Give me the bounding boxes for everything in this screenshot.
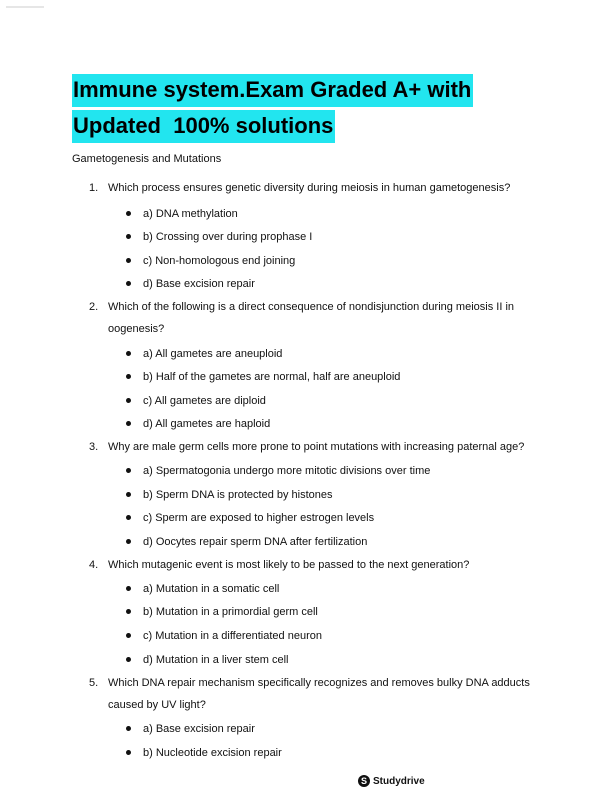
option-text: d) All gametes are haploid	[143, 418, 271, 430]
option-text: b) Nucleotide excision repair	[143, 747, 282, 759]
question-text: Which DNA repair mechanism specifically recognizes and removes bulky DNA adducts caused by UV light?	[108, 677, 530, 711]
question-text: Which of the following is a direct consequence of nondisjunction during meiosis II in oogenesis?	[108, 301, 515, 335]
option-text: c) All gametes are diploid	[143, 395, 266, 407]
bullet-icon	[126, 234, 131, 239]
option-text: c) Non-homologous end joining	[143, 255, 296, 267]
studydrive-logo-icon: S	[358, 775, 370, 787]
bullet-icon	[126, 492, 131, 497]
question-text: Which process ensures genetic diversity during meiosis in human gametogenesis?	[108, 182, 511, 194]
bullet-icon	[126, 633, 131, 638]
studydrive-logo	[358, 775, 425, 787]
option-text: a) Base excision repair	[143, 723, 255, 735]
option-text: a) Spermatogonia undergo more mitotic divisions over time	[143, 465, 431, 477]
bullet-icon	[126, 515, 131, 520]
question-text: Why are male germ cells more prone to point mutations with increasing paternal age?	[108, 441, 525, 453]
bullet-icon	[126, 211, 131, 216]
bullet-icon	[126, 258, 131, 263]
section-heading: Gametogenesis and Mutations	[72, 153, 222, 165]
question-number: 2.	[89, 301, 99, 313]
option-text: b) Mutation in a primordial germ cell	[143, 606, 318, 618]
question-text: Which mutagenic event is most likely to be passed to the next generation?	[108, 559, 470, 571]
option-text: a) Mutation in a somatic cell	[143, 583, 280, 595]
bullet-icon	[126, 281, 131, 286]
title-line-1: Immune system.Exam Graded A+ with	[72, 74, 473, 107]
bullet-icon	[126, 421, 131, 426]
question-number: 1.	[89, 182, 99, 194]
option-text: d) Base excision repair	[143, 278, 255, 290]
bullet-icon	[126, 657, 131, 662]
bullet-icon	[126, 609, 131, 614]
option-text: a) All gametes are aneuploid	[143, 348, 283, 360]
question-number: 5.	[89, 677, 99, 689]
bullet-icon	[126, 750, 131, 755]
bullet-icon	[126, 586, 131, 591]
option-text: b) Crossing over during prophase I	[143, 231, 313, 243]
bullet-icon	[126, 468, 131, 473]
bullet-icon	[126, 726, 131, 731]
option-text: d) Mutation in a liver stem cell	[143, 654, 289, 666]
option-text: c) Sperm are exposed to higher estrogen levels	[143, 512, 375, 524]
document-title	[72, 74, 492, 146]
bullet-icon	[126, 539, 131, 544]
studydrive-brand: Studydrive	[373, 775, 425, 787]
option-text: c) Mutation in a differentiated neuron	[143, 630, 322, 642]
bullet-icon	[126, 398, 131, 403]
page-corner-mark	[6, 6, 44, 8]
bullet-icon	[126, 351, 131, 356]
bullet-icon	[126, 374, 131, 379]
question-number: 4.	[89, 559, 99, 571]
option-text: b) Sperm DNA is protected by histones	[143, 489, 333, 501]
option-text: a) DNA methylation	[143, 208, 238, 220]
question-number: 3.	[89, 441, 99, 453]
option-text: d) Oocytes repair sperm DNA after fertilization	[143, 536, 368, 548]
option-text: b) Half of the gametes are normal, half are aneuploid	[143, 371, 401, 383]
title-line-2: Updated 100% solutions	[72, 110, 335, 143]
